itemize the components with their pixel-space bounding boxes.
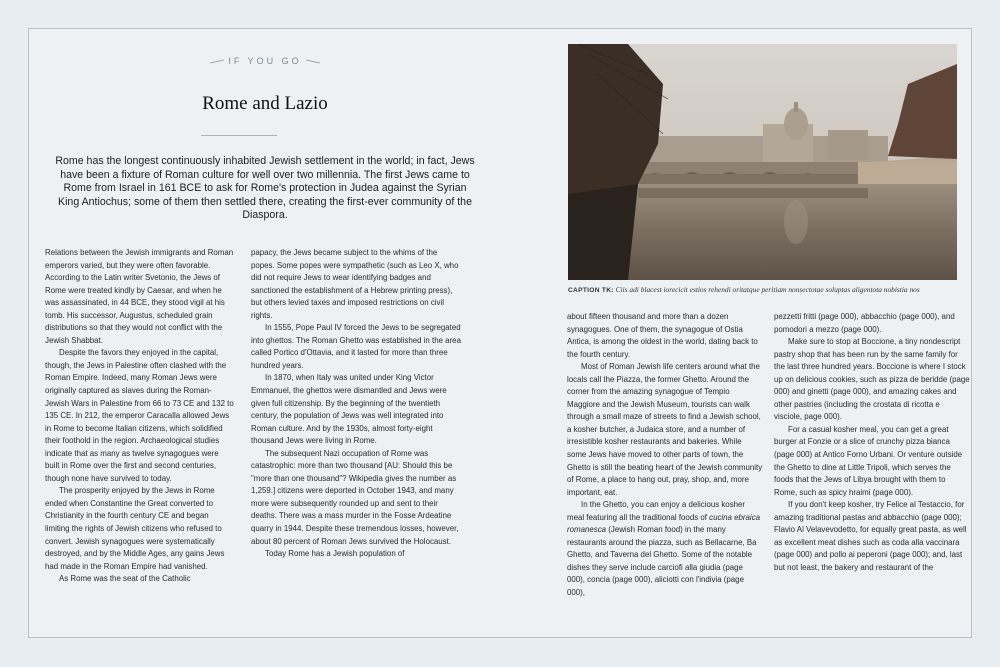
body-column-3 [567, 311, 763, 600]
body-column-4 [774, 311, 970, 574]
book-spread [28, 28, 972, 638]
paragraph: As Rome was the seat of the Catholic [59, 574, 191, 584]
paragraph: about fifteen thousand and more than a dozen synagogues. One of them, the synagogue of Ostia Antica, is among the oldest in the world, dating back to the fourth century. [567, 312, 758, 359]
kicker-arc-right [306, 60, 320, 64]
paragraph: The prosperity enjoyed by the Jews in Rome ended when Constantine the Great converted to Christianity in the fourth century CE and began limiting the rights of Jewish citizens who refused to convert. Jewish synagogues were systematically destroyed, and by the Middle Ages, any gains Jews had made in the Roman Empire had vanished. [45, 486, 225, 571]
paragraph: If you don't keep kosher, try Felice al Testaccio, for amazing traditional pastas and abbacchio (page 000); Flavio Al Velavevodetto, for equally great pasta, as well as excellent meat dishes such as coda alla vaccinara (page 000) and pollo ai peperoni (page 000); and, last but not least, the bakery and restaurant of the [774, 500, 967, 572]
rome-photo [568, 44, 957, 280]
photo-caption [568, 285, 963, 295]
paragraph: In 1555, Pope Paul IV forced the Jews to be segregated into ghettos. The Roman Ghetto was established in the area called Portico d'Ottavia, and it lasted for more than three hundred years. [251, 323, 461, 370]
body-column-2 [251, 247, 463, 561]
paragraph: Relations between the Jewish immigrants and Roman emperors varied, but they were often favorable. According to the Latin writer Svetonio, the Jews of Rome were treated kindly by Caesar, and when he was assassinated, in 44 BCE, they stood vigil at his tomb. His successor, Augustus, scheduled grain distributions so that they would not conflict with the Jewish Shabbat. [45, 248, 234, 345]
kicker-text: IF YOU GO [228, 56, 302, 66]
paragraph [567, 499, 763, 599]
caption-text: Ciis adi blacest iorecicit estios rehendi oritatque peritiam nonsectotae soluptas aligentota nobistia nos [615, 285, 920, 294]
paragraph: Today Rome has a Jewish population of [265, 549, 405, 559]
body-column-1 [45, 247, 235, 586]
paragraph: pezzetti fritti (page 000), abbacchio (page 000), and pomodori a mezzo (page 000). [774, 312, 955, 334]
italic-term: cucina ebraica romanesca [567, 512, 761, 535]
caption-label: CAPTION TK: [568, 287, 614, 294]
paragraph: Make sure to stop at Boccione, a tiny nondescript pastry shop that has been run by the same family for the last three hundred years. Boccione is where I stock up on delicious cookies, such as pizza de beridde (page 000) and ginetti (page 000), and amazing cakes and other pastries (including the crostata di ricotta e visciole, page 000). [774, 337, 970, 422]
paragraph: papacy, the Jews became subject to the whims of the popes. Some popes were sympathetic (such as Leo X, who did not require Jews to wear identifying badges and sanctioned the establishment of a Hebrew printing press), but others levied taxes and imposed restrictions on civil rights. [251, 248, 459, 320]
intro-paragraph: Rome has the longest continuously inhabited Jewish settlement in the world; in fact, Jews have been a fixture of Roman culture for well over two millennia. The first Jews came to Rome from Israel in 161 BCE to ask for Rome's protection in Judea against the Syrian King Antiochus; some of them then settled there, creating the first-ever community of the Diaspora. [55, 155, 475, 222]
paragraph: For a casual kosher meal, you can get a great burger at Fonzie or a slice of crunchy pizza bianca (page 000) at Antico Forno Urbani. Or venture outside the Ghetto to dine at Little Tripoli, which serves the foods that the Jews of Libya brought with them to Rome, such as spicy hraimi (page 000). [774, 424, 963, 497]
paragraph: In 1870, when Italy was united under King Victor Emmanuel, the ghettos were dismantled and Jews were given full citizenship. By the beginning of the twentieth century, the population of Jews was well integrated into Roman culture. And by the 1930s, almost forty-eight thousand Jews were living in Rome. [251, 373, 447, 446]
paragraph: Most of Roman Jewish life centers around what the locals call the Piazza, the former Ghetto. Around the corner from the amazing synagogue of Tempio Maggiore and the Jewish Museum, tourists can walk through a small maze of streets to find a Jewish school, a kosher butcher, a Judaica store, and a number of irresistible kosher restaurants and bakeries. While some Jews have moved to other parts of town, the Ghetto is still the beating heart of the Jewish community of Rome, a place to hang out, pray, shop, and, more important, eat. [567, 362, 763, 497]
paragraph: Despite the favors they enjoyed in the capital, though, the Jews in Palestine often clashed with the Roman Empire. Indeed, many Roman Jews were originally captured as slaves during the Roman-Jewish Wars in Palestine from 66 to 73 CE and 132 to 135 CE. In 212, the emperor Caracalla allowed Jews in Rome to become Italian citizens, which solidified their foothold in the region. Archaeological studies indicate that as many as twelve synagogues were built in Rome over the first and second centuries, though none have survived to today. [45, 348, 234, 483]
tiber-bridge-image [568, 44, 957, 280]
page-title: Rome and Lazio [202, 93, 328, 114]
title-divider [201, 135, 277, 136]
paragraph: The subsequent Nazi occupation of Rome was catastrophic: more than two thousand [AU: Should this be "more than one thousand"? Wikipedia gives the number as 1,259.] citizens were deported in October 1943, and many more were subsequently rounded up and sent to their deaths. There was a mass murder in the Fosse Ardeatine quarry in 1944. Despite these tremendous losses, however, about 80 percent of Roman Jews survived the Holocaust. [251, 448, 459, 546]
text-run: (Jewish Roman food) in the many restaurants around the piazza, such as Bellacarne, Ba Ghetto, and Taverna del Ghetto. Some of the notable dishes they serve include carciofi alla giudia (page 000), concia (page 000), aliciotti con l'indivia (page 000), [567, 525, 757, 598]
kicker-arc-left [210, 60, 224, 64]
text-run: In the Ghetto, you can enjoy a delicious kosher meal featuring all the traditional foods of [567, 500, 746, 522]
section-kicker [29, 56, 501, 66]
